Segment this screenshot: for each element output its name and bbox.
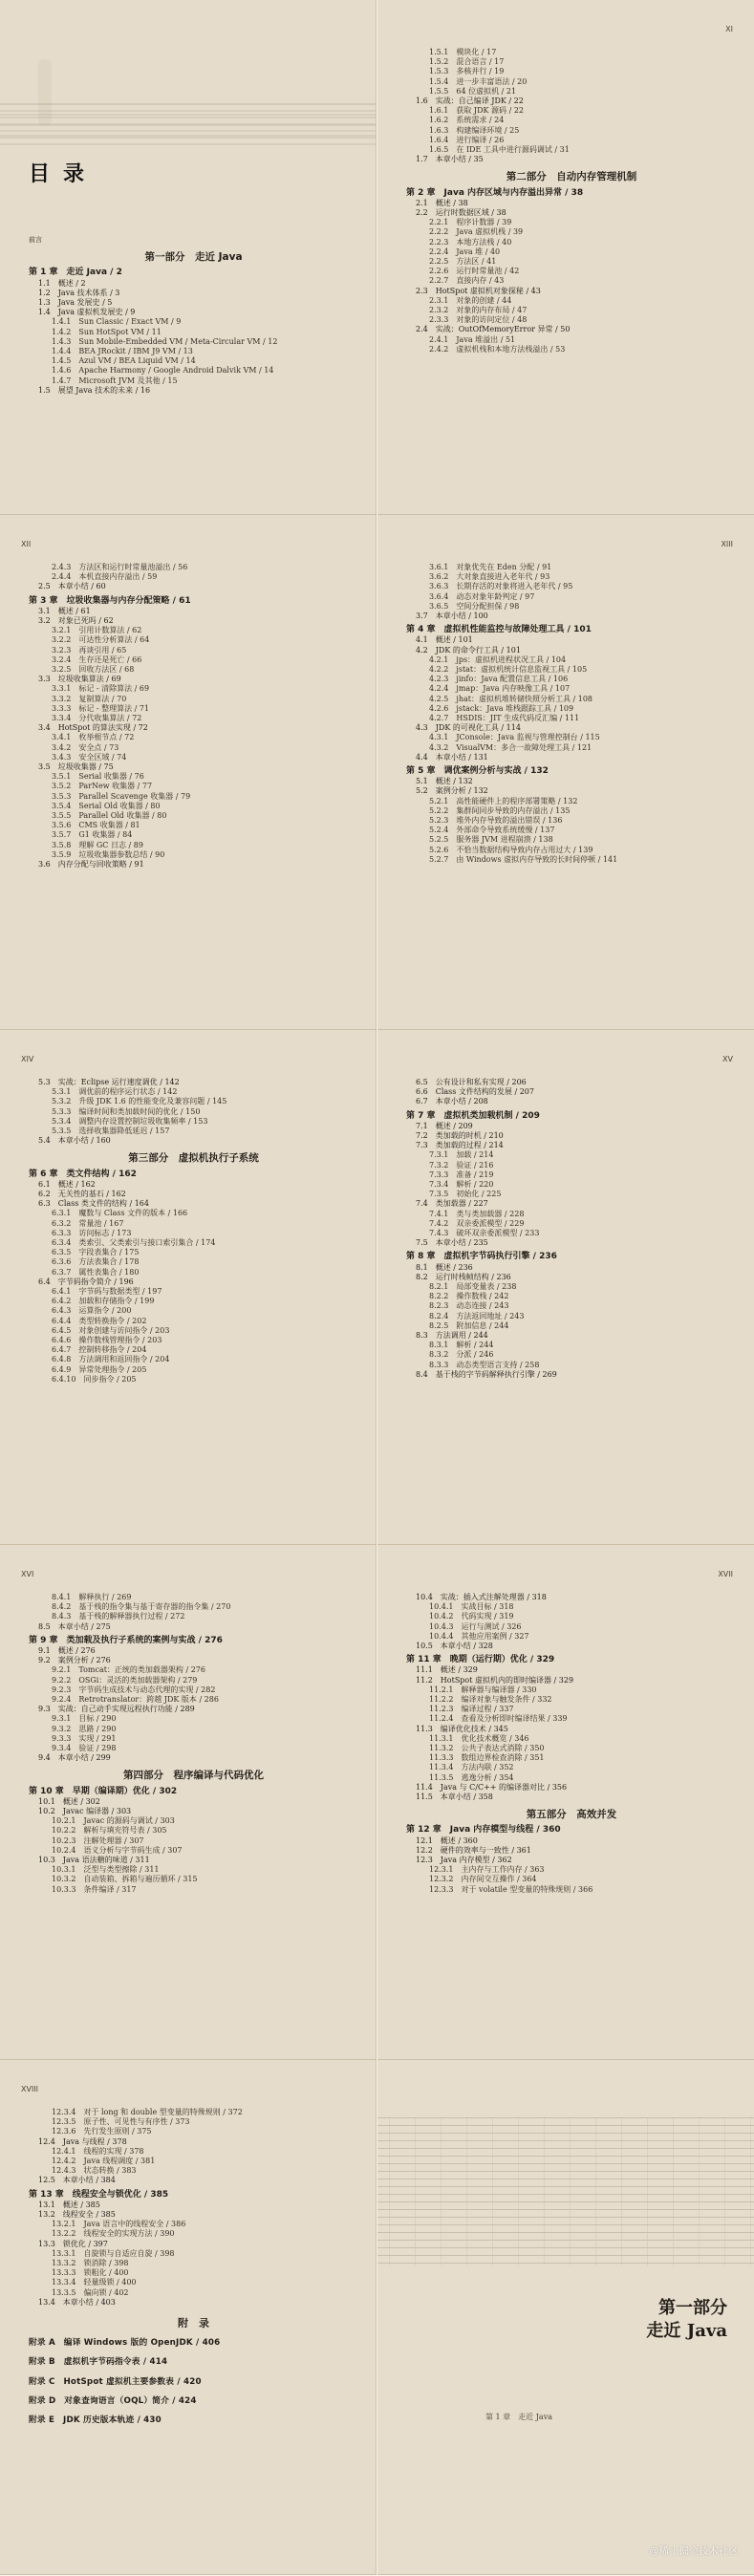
- toc-line[interactable]: 8.3.3 动态类型语言支持 / 258: [429, 1360, 540, 1369]
- toc-line[interactable]: 2.2.1 程序计数器 / 39: [429, 218, 512, 227]
- toc-page-3-right: [377, 1030, 754, 1545]
- toc-line[interactable]: 12.3.5 原子性、可见性与有序性 / 373: [52, 2117, 190, 2127]
- toc-line[interactable]: 6.4.8 方法调用和返回指令 / 204: [52, 1355, 170, 1364]
- toc-line[interactable]: 3.2.4 生存还是死亡 / 66: [52, 655, 142, 664]
- part-heading: 第五部分 高效并发: [526, 1809, 617, 1821]
- toc-line[interactable]: 11.3.3 数组边界检查消除 / 351: [429, 1753, 545, 1763]
- toc-line[interactable]: 2.1 概述 / 38: [416, 198, 468, 207]
- toc-line[interactable]: 1.5 展望 Java 技术的未来 / 16: [38, 385, 151, 395]
- toc-line[interactable]: 6.3 Class 类文件的结构 / 164: [38, 1199, 149, 1209]
- toc-line[interactable]: 5.1 概述 / 132: [416, 777, 473, 786]
- toc-line[interactable]: 4.1 概述 / 101: [416, 635, 473, 645]
- toc-line[interactable]: 12.3 Java 内存模型 / 362: [416, 1856, 512, 1865]
- toc-line[interactable]: 12.4 Java 与线程 / 378: [38, 2136, 127, 2146]
- toc-line[interactable]: 1.4.3 Sun Mobile-Embedded VM / Meta-Circular VM / 12: [52, 336, 278, 346]
- toc-line[interactable]: 5.2.7 由 Windows 虚拟内存导致的长时间停顿 / 141: [429, 854, 618, 864]
- chapter-heading[interactable]: 第 2 章 Java 内存区域与内存溢出异常 / 38: [406, 187, 584, 198]
- appendix-heading: 附 录: [178, 2317, 209, 2330]
- toc-line[interactable]: 6.3.6 方法表集合 / 178: [52, 1257, 140, 1267]
- toc-line[interactable]: 5.3.3 编译时间和类加载时间的优化 / 150: [52, 1106, 201, 1116]
- toc-line[interactable]: 13.3.2 锁消除 / 398: [52, 2259, 129, 2268]
- toc-line[interactable]: 3.5.7 G1 收集器 / 84: [52, 830, 133, 840]
- toc-line[interactable]: 10.4.1 实战目标 / 318: [429, 1602, 514, 1612]
- toc-line[interactable]: 8.3.1 解析 / 244: [429, 1341, 494, 1350]
- toc-line[interactable]: 4.2.4 jmap：Java 内存映像工具 / 107: [429, 684, 571, 694]
- toc-line[interactable]: 1.6.4 进行编译 / 26: [429, 135, 505, 144]
- toc-line[interactable]: 8.3.2 分派 / 246: [429, 1350, 494, 1360]
- part-heading: 第二部分 自动内存管理机制: [506, 171, 637, 183]
- toc-line[interactable]: 1.6 实战：自己编译 JDK / 22: [416, 97, 524, 106]
- toc-line[interactable]: 5.3 实战：Eclipse 运行速度调优 / 142: [38, 1078, 180, 1086]
- toc-line[interactable]: 13.3.1 自旋锁与自适应自旋 / 398: [52, 2248, 175, 2258]
- toc-line[interactable]: 6.4.6 操作数栈管理指令 / 203: [52, 1336, 162, 1345]
- toc-line[interactable]: 7.3.5 初始化 / 225: [429, 1190, 502, 1199]
- part-cover-page: [377, 2060, 754, 2575]
- toc-line[interactable]: 12.3.4 对于 long 和 double 型变量的特殊规则 / 372: [52, 2108, 243, 2116]
- toc-line[interactable]: 1.5.2 混合语言 / 17: [429, 57, 505, 67]
- toc-line[interactable]: 10.2.1 Javac 的源码与调试 / 303: [52, 1816, 175, 1826]
- toc-line[interactable]: 5.3.1 调优前的程序运行状态 / 142: [52, 1087, 178, 1097]
- toc-line[interactable]: 3.2.1 引用计数算法 / 62: [52, 626, 142, 635]
- toc-line[interactable]: 3.3.4 分代收集算法 / 72: [52, 714, 142, 723]
- chapter-heading[interactable]: 第 13 章 线程安全与锁优化 / 385: [29, 2189, 169, 2200]
- toc-line[interactable]: 7.4 类加载器 / 227: [416, 1199, 488, 1209]
- page-number: XVI: [21, 1570, 34, 1578]
- toc-line[interactable]: 6.4.9 异常处理指令 / 205: [52, 1364, 147, 1374]
- toc-line[interactable]: 3.3.1 标记 - 清除算法 / 69: [52, 684, 150, 694]
- part-cover-title: [646, 2297, 727, 2343]
- toc-line[interactable]: 5.2.3 堆外内存导致的溢出错误 / 136: [429, 816, 563, 826]
- toc-line[interactable]: 12.3.6 先行发生原则 / 375: [52, 2127, 152, 2136]
- toc-content: [29, 2108, 358, 2432]
- toc-line[interactable]: 6.2 无关性的基石 / 162: [38, 1190, 126, 1199]
- toc-line[interactable]: 11.3.1 优化技术概览 / 346: [429, 1733, 529, 1743]
- toc-line[interactable]: 11.2.4 查看及分析即时编译结果 / 339: [429, 1714, 568, 1724]
- chapter-heading[interactable]: 第 3 章 垃圾收集器与内存分配策略 / 61: [29, 595, 191, 606]
- toc-line[interactable]: 5.2.2 集群间同步导致的内存溢出 / 135: [429, 805, 571, 815]
- toc-line[interactable]: 6.4.3 运算指令 / 200: [52, 1306, 132, 1316]
- toc-line[interactable]: 6.7 本章小结 / 208: [416, 1097, 488, 1106]
- toc-page-4-right: [377, 1545, 754, 2060]
- toc-line[interactable]: 13.2.2 线程安全的实现方法 / 390: [52, 2229, 175, 2239]
- toc-line[interactable]: 12.4.3 状态转换 / 383: [52, 2166, 137, 2176]
- toc-line[interactable]: 3.5.9 垃圾收集器参数总结 / 90: [52, 849, 165, 859]
- toc-line[interactable]: 5.3.5 选择收集器降低延迟 / 157: [52, 1127, 170, 1136]
- toc-line[interactable]: 11.1 概述 / 329: [416, 1665, 478, 1675]
- toc-line[interactable]: 2.4.4 本机直接内存溢出 / 59: [52, 572, 158, 582]
- toc-line[interactable]: 7.1 概述 / 209: [416, 1121, 473, 1130]
- toc-line[interactable]: 12.2 硬件的效率与一致性 / 361: [416, 1845, 531, 1855]
- part-heading: 第四部分 程序编译与代码优化: [123, 1770, 264, 1782]
- toc-line[interactable]: 8.2.3 动态连接 / 243: [429, 1301, 509, 1311]
- toc-line[interactable]: 11.3.2 公共子表达式消除 / 350: [429, 1744, 545, 1753]
- toc-line[interactable]: 9.2.3 字节码生成技术与动态代理的实现 / 282: [52, 1685, 216, 1694]
- toc-line[interactable]: 3.5.6 CMS 收集器 / 81: [52, 821, 140, 830]
- toc-line[interactable]: 3.6.3 长期存活的对象将进入老年代 / 95: [429, 582, 573, 591]
- toc-line[interactable]: 9.2.1 Tomcat：正统的类加载器架构 / 276: [52, 1665, 205, 1675]
- toc-line[interactable]: 4.3 JDK 的可视化工具 / 114: [416, 723, 521, 733]
- toc-line[interactable]: 5.2.4 外部命令导致系统缓慢 / 137: [429, 826, 555, 835]
- chapter-heading[interactable]: 第 6 章 类文件结构 / 162: [29, 1169, 137, 1179]
- toc-line[interactable]: 10.4.3 运行与测试 / 326: [429, 1621, 522, 1631]
- toc-line[interactable]: 7.2 类加载的时机 / 210: [416, 1131, 504, 1141]
- toc-line[interactable]: 2.3.2 对象的内存布局 / 47: [429, 306, 528, 315]
- toc-line[interactable]: 4.2.3 jinfo：Java 配置信息工具 / 106: [429, 675, 569, 684]
- toc-line[interactable]: 10.3.2 自动装箱、拆箱与遍历循环 / 315: [52, 1875, 198, 1884]
- toc-line[interactable]: 1.6.5 在 IDE 工具中进行源码调试 / 31: [429, 145, 570, 155]
- toc-line[interactable]: 10.4.4 其他应用案例 / 327: [429, 1631, 529, 1641]
- toc-line[interactable]: 3.2 对象已死吗 / 62: [38, 616, 114, 626]
- page-number: XII: [21, 540, 32, 548]
- toc-line[interactable]: 6.4.4 类型转换指令 / 202: [52, 1316, 147, 1325]
- toc-line[interactable]: 3.7 本章小结 / 100: [416, 612, 488, 621]
- toc-line[interactable]: 2.2.5 方法区 / 41: [429, 257, 497, 267]
- toc-line[interactable]: 11.2.1 解释器与编译器 / 330: [429, 1685, 537, 1694]
- toc-line[interactable]: 3.6.5 空间分配担保 / 98: [429, 601, 520, 611]
- toc-page-1-right: [377, 0, 754, 515]
- chapter-heading[interactable]: 第 5 章 调优案例分析与实战 / 132: [406, 766, 549, 777]
- toc-line[interactable]: 1.5.3 多核并行 / 19: [429, 67, 505, 76]
- toc-line[interactable]: 3.5.5 Parallel Old 收集器 / 80: [52, 811, 167, 821]
- toc-line[interactable]: 6.6 Class 文件结构的发展 / 207: [416, 1087, 534, 1097]
- toc-line[interactable]: 1.5.5 64 位虚拟机 / 21: [429, 86, 517, 96]
- toc-line[interactable]: 3.5.3 Parallel Scavenge 收集器 / 79: [52, 791, 191, 801]
- toc-line[interactable]: 8.4.3 基于栈的解释器执行过程 / 272: [52, 1612, 185, 1621]
- toc-page-2-right: [377, 515, 754, 1030]
- toc-line[interactable]: 2.3.3 对象的访问定位 / 48: [429, 315, 528, 325]
- toc-line[interactable]: 10.2.4 语义分析与字节码生成 / 307: [52, 1845, 183, 1855]
- toc-line[interactable]: 7.3 类加载的过程 / 214: [416, 1141, 504, 1150]
- toc-line[interactable]: 8.2 运行时栈帧结构 / 236: [416, 1272, 511, 1281]
- appendix-entry[interactable]: 附录 C HotSpot 虚拟机主要参数表 / 420: [29, 2376, 202, 2387]
- toc-line[interactable]: 3.2.3 再谈引用 / 65: [52, 645, 127, 655]
- toc-line[interactable]: 8.2.4 方法返回地址 / 243: [429, 1311, 525, 1320]
- toc-line[interactable]: 3.3 垃圾收集算法 / 69: [38, 675, 121, 684]
- toc-line[interactable]: 1.7 本章小结 / 35: [416, 155, 484, 164]
- toc-line[interactable]: 8.2.1 局部变量表 / 238: [429, 1282, 517, 1292]
- toc-line[interactable]: 3.5.4 Serial Old 收集器 / 80: [52, 801, 161, 810]
- toc-line[interactable]: 11.5 本章小结 / 358: [416, 1792, 493, 1802]
- toc-line[interactable]: 10.1 概述 / 302: [38, 1796, 100, 1806]
- toc-line[interactable]: 13.3 锁优化 / 397: [38, 2239, 108, 2248]
- toc-line[interactable]: 2.2.6 运行时常量池 / 42: [429, 267, 520, 276]
- toc-line[interactable]: 1.4.5 Azul VM / BEA Liquid VM / 14: [52, 356, 196, 366]
- appendix-entry[interactable]: 附录 E JDK 历史版本轨迹 / 430: [29, 2415, 162, 2426]
- toc-line[interactable]: 8.2.2 操作数栈 / 242: [429, 1292, 509, 1301]
- toc-line[interactable]: 1.5.1 模块化 / 17: [429, 48, 497, 56]
- toc-line[interactable]: 3.4.3 安全区域 / 74: [52, 752, 127, 762]
- toc-line[interactable]: 3.2.5 回收方法区 / 68: [52, 665, 135, 675]
- toc-line[interactable]: 1.5.4 进一步丰富语法 / 20: [429, 76, 528, 86]
- toc-line[interactable]: 3.5.2 ParNew 收集器 / 77: [52, 782, 153, 791]
- toc-line[interactable]: 7.4.2 双亲委派模型 / 229: [429, 1218, 525, 1228]
- toc-line[interactable]: 12.1 概述 / 360: [416, 1835, 478, 1845]
- toc-content: [29, 563, 358, 869]
- toc-line[interactable]: 1.4 Java 虚拟机发展史 / 9: [38, 308, 136, 317]
- toc-line[interactable]: 2.4 实战：OutOfMemoryError 异常 / 50: [416, 325, 571, 334]
- toc-line[interactable]: 2.5 本章小结 / 60: [38, 582, 106, 591]
- toc-line[interactable]: 10.3.3 条件编译 / 317: [52, 1884, 137, 1894]
- chapter-heading[interactable]: 第 11 章 晚期（运行期）优化 / 329: [406, 1655, 555, 1665]
- watermark-text: @稀土掘金技术社区: [649, 2546, 739, 2557]
- toc-line[interactable]: 2.2.4 Java 堆 / 40: [429, 247, 501, 256]
- toc-line[interactable]: 11.2.3 编译过程 / 337: [429, 1705, 514, 1714]
- toc-line[interactable]: 1.4.7 Microsoft JVM 及其他 / 15: [52, 376, 178, 385]
- toc-title: 目录: [29, 162, 98, 186]
- toc-line[interactable]: 2.3.1 对象的创建 / 44: [429, 295, 512, 305]
- part-number: 第一部分: [658, 2298, 727, 2318]
- part-subtitle: 第 1 章 走近 Java: [485, 2413, 552, 2421]
- toc-line[interactable]: 3.2.2 可达性分析算法 / 64: [52, 635, 150, 645]
- toc-line[interactable]: 4.4 本章小结 / 131: [416, 752, 488, 762]
- toc-line[interactable]: 9.3 实战：自己动手实现远程执行功能 / 289: [38, 1705, 195, 1714]
- toc-line[interactable]: 11.3.4 方法内联 / 352: [429, 1763, 514, 1772]
- toc-line[interactable]: 2.4.2 虚拟机栈和本地方法栈溢出 / 53: [429, 344, 566, 354]
- toc-line[interactable]: 5.2 案例分析 / 132: [416, 786, 488, 796]
- toc-content: [29, 1593, 358, 1895]
- toc-line[interactable]: 6.5 公有设计和私有实现 / 206: [416, 1078, 527, 1086]
- toc-line[interactable]: 5.3.4 调整内存设置控制垃圾收集频率 / 153: [52, 1116, 208, 1126]
- toc-line[interactable]: 7.3.2 验证 / 216: [429, 1160, 494, 1170]
- toc-line[interactable]: 10.3 Java 语法糖的味道 / 311: [38, 1856, 150, 1865]
- toc-line[interactable]: 3.6.1 对象优先在 Eden 分配 / 91: [429, 563, 552, 571]
- toc-line[interactable]: 9.3.3 实现 / 291: [52, 1733, 117, 1743]
- toc-line[interactable]: 4.2.1 jps：虚拟机进程状况工具 / 104: [429, 655, 567, 664]
- toc-line[interactable]: 5.2.5 服务器 JVM 进程崩溃 / 138: [429, 835, 553, 845]
- toc-line[interactable]: 2.2.3 本地方法栈 / 40: [429, 237, 512, 247]
- toc-content: [406, 48, 737, 354]
- toc-line[interactable]: 9.3.4 验证 / 298: [52, 1744, 117, 1753]
- header-band: [0, 103, 376, 145]
- toc-line[interactable]: 5.4 本章小结 / 160: [38, 1136, 111, 1146]
- toc-line[interactable]: 4.2 JDK 的命令行工具 / 101: [416, 645, 521, 655]
- toc-line[interactable]: 10.4.2 代码实现 / 319: [429, 1612, 514, 1621]
- toc-line[interactable]: 8.1 概述 / 236: [416, 1262, 473, 1272]
- toc-line[interactable]: 1.6.1 获取 JDK 源码 / 22: [429, 106, 524, 116]
- toc-line[interactable]: 3.4 HotSpot 的算法实现 / 72: [38, 723, 148, 733]
- toc-line[interactable]: 1.1 概述 / 2: [38, 278, 86, 288]
- toc-page-1-left: [0, 0, 377, 515]
- toc-line[interactable]: 3.6 内存分配与回收策略 / 91: [38, 860, 144, 869]
- toc-line[interactable]: 6.3.1 魔数与 Class 文件的版本 / 166: [52, 1209, 188, 1218]
- toc-line[interactable]: 4.2.6 jstack：Java 堆栈跟踪工具 / 109: [429, 703, 574, 713]
- toc-line[interactable]: 6.3.3 访问标志 / 173: [52, 1228, 132, 1237]
- page-number: XVII: [718, 1570, 733, 1578]
- toc-line[interactable]: 12.4.1 线程的实现 / 378: [52, 2146, 144, 2156]
- toc-line[interactable]: 3.3.2 复制算法 / 70: [52, 694, 127, 703]
- toc-line[interactable]: 1.3 Java 发展史 / 5: [38, 298, 113, 308]
- chapter-heading[interactable]: 第 9 章 类加载及执行子系统的案例与实战 / 276: [29, 1635, 223, 1645]
- chapter-heading[interactable]: 第 12 章 Java 内存模型与线程 / 360: [406, 1825, 561, 1835]
- toc-line[interactable]: 10.3.1 泛型与类型擦除 / 311: [52, 1865, 160, 1875]
- toc-line[interactable]: 11.2 HotSpot 虚拟机内的即时编译器 / 329: [416, 1675, 574, 1685]
- toc-page-2-left: [0, 515, 377, 1030]
- toc-line[interactable]: 5.2.1 高性能硬件上的程序部署策略 / 132: [429, 796, 578, 805]
- toc-line[interactable]: 13.2.1 Java 语言中的线程安全 / 386: [52, 2220, 186, 2229]
- toc-line[interactable]: 12.3.3 对于 volatile 型变量的特殊规则 / 366: [429, 1884, 593, 1894]
- toc-content: [406, 563, 737, 865]
- toc-line[interactable]: 11.4 Java 与 C/C++ 的编译器对比 / 356: [416, 1782, 568, 1792]
- toc-line[interactable]: 4.2.2 jstat：虚拟机统计信息监视工具 / 105: [429, 665, 588, 675]
- toc-line[interactable]: 9.3.1 目标 / 290: [52, 1714, 117, 1724]
- toc-line[interactable]: 5.3.2 升级 JDK 1.6 的性能变化及兼容问题 / 145: [52, 1097, 227, 1106]
- toc-line[interactable]: 10.5 本章小结 / 328: [416, 1642, 493, 1651]
- toc-line[interactable]: 3.5.1 Serial 收集器 / 76: [52, 772, 144, 782]
- chapter-heading[interactable]: 第 4 章 虚拟机性能监控与故障处理工具 / 101: [406, 625, 592, 635]
- toc-line[interactable]: 9.2.2 OSGi：灵活的类加载器架构 / 279: [52, 1675, 198, 1685]
- chapter-heading[interactable]: 第 1 章 走近 Java / 2: [29, 268, 122, 278]
- preface-entry[interactable]: 前言: [29, 236, 42, 244]
- toc-line[interactable]: 1.6.3 构建编译环境 / 25: [429, 125, 520, 135]
- toc-line[interactable]: 3.5 垃圾收集器 / 75: [38, 762, 114, 772]
- toc-content: [406, 1078, 737, 1380]
- toc-line[interactable]: 7.3.1 加载 / 214: [429, 1150, 494, 1160]
- part-heading: 第三部分 虚拟机执行子系统: [128, 1152, 259, 1165]
- toc-content: [29, 1078, 358, 1385]
- toc-line[interactable]: 6.4.2 加载和存储指令 / 199: [52, 1297, 155, 1306]
- toc-line[interactable]: 2.2.7 直接内存 / 43: [429, 276, 505, 286]
- toc-line[interactable]: 6.4.1 字节码与数据类型 / 197: [52, 1287, 162, 1297]
- toc-line[interactable]: 9.2 案例分析 / 276: [38, 1656, 111, 1665]
- page-number: XIII: [721, 540, 733, 548]
- toc-line[interactable]: 12.3.2 内存间交互操作 / 364: [429, 1875, 537, 1884]
- toc-line[interactable]: 6.3.5 字段表集合 / 175: [52, 1248, 140, 1257]
- toc-line[interactable]: 2.2 运行时数据区域 / 38: [416, 208, 506, 218]
- toc-line[interactable]: 5.2.6 不恰当数据结构导致内存占用过大 / 139: [429, 845, 593, 854]
- toc-line[interactable]: 7.4.1 类与类加载器 / 228: [429, 1209, 525, 1218]
- toc-line[interactable]: 6.4.7 控制转移指令 / 204: [52, 1345, 147, 1355]
- toc-line[interactable]: 9.3.2 思路 / 290: [52, 1724, 117, 1733]
- toc-line[interactable]: 6.3.7 属性表集合 / 180: [52, 1267, 140, 1277]
- toc-content: [406, 1593, 737, 1895]
- toc-line[interactable]: 2.4.3 方法区和运行时常量池溢出 / 56: [52, 563, 188, 571]
- toc-line[interactable]: 4.2.7 HSDIS：JIT 生成代码反汇编 / 111: [429, 714, 580, 723]
- toc-line[interactable]: 8.5 本章小结 / 275: [38, 1621, 111, 1631]
- decorative-pattern: [377, 2117, 754, 2265]
- toc-line[interactable]: 11.3 编译优化技术 / 345: [416, 1724, 508, 1733]
- toc-line[interactable]: 12.3.1 主内存与工作内存 / 363: [429, 1865, 545, 1875]
- appendix-entry[interactable]: 附录 A 编译 Windows 版的 OpenJDK / 406: [29, 2338, 221, 2349]
- toc-line[interactable]: 4.3.2 VisualVM：多合一故障处理工具 / 121: [429, 742, 592, 752]
- toc-line[interactable]: 3.5.8 理解 GC 日志 / 89: [52, 840, 143, 849]
- toc-line[interactable]: 3.6.2 大对象直接进入老年代 / 93: [429, 572, 550, 582]
- toc-line[interactable]: 2.3 HotSpot 虚拟机对象探秘 / 43: [416, 286, 541, 295]
- toc-line[interactable]: 10.2.3 注解处理器 / 307: [52, 1835, 144, 1845]
- toc-line[interactable]: 13.1 概述 / 385: [38, 2200, 100, 2209]
- toc-line[interactable]: 3.3.3 标记 - 整理算法 / 71: [52, 703, 150, 713]
- toc-line[interactable]: 11.2.2 编译对象与触发条件 / 332: [429, 1695, 552, 1705]
- chapter-heading[interactable]: 第 8 章 虚拟机字节码执行引擎 / 236: [406, 1252, 557, 1262]
- toc-page-4-left: [0, 1545, 377, 2060]
- toc-line[interactable]: 7.4.3 破坏双亲委派模型 / 233: [429, 1229, 540, 1238]
- toc-line[interactable]: 3.4.2 安全点 / 73: [52, 742, 119, 752]
- toc-line[interactable]: 1.2 Java 技术体系 / 3: [38, 288, 120, 297]
- toc-line[interactable]: 1.6.2 系统需求 / 24: [429, 116, 505, 125]
- toc-line[interactable]: 7.5 本章小结 / 235: [416, 1238, 488, 1248]
- toc-line[interactable]: 12.4.2 Java 线程调度 / 381: [52, 2157, 156, 2166]
- toc-line[interactable]: 3.4.1 枚举根节点 / 72: [52, 733, 135, 742]
- toc-line[interactable]: 13.4 本章小结 / 403: [38, 2297, 116, 2307]
- toc-line[interactable]: 3.6.4 动态对象年龄判定 / 97: [429, 591, 535, 601]
- toc-line[interactable]: 10.2.2 解析与填充符号表 / 305: [52, 1826, 167, 1835]
- toc-line[interactable]: 9.1 概述 / 276: [38, 1646, 96, 1656]
- toc-line[interactable]: 6.3.2 常量池 / 167: [52, 1218, 124, 1228]
- toc-line[interactable]: 4.2.5 jhat：虚拟机堆转储快照分析工具 / 108: [429, 694, 593, 703]
- toc-line[interactable]: 1.4.6 Apache Harmony / Google Android Dalvik VM / 14: [52, 366, 274, 376]
- toc-line[interactable]: 4.3.1 JConsole：Java 监视与管理控制台 / 115: [429, 733, 600, 742]
- toc-line[interactable]: 6.3.4 类索引、父类索引与接口索引集合 / 174: [52, 1238, 216, 1248]
- page-number: XV: [722, 1055, 733, 1063]
- toc-line[interactable]: 7.3.4 解析 / 220: [429, 1180, 494, 1190]
- toc-line[interactable]: 1.4.2 Sun HotSpot VM / 11: [52, 327, 162, 336]
- toc-line[interactable]: 13.3.3 锁粗化 / 400: [52, 2268, 129, 2278]
- toc-content: [29, 235, 358, 396]
- part-heading: 第一部分 走近 Java: [144, 251, 243, 264]
- toc-line[interactable]: 9.2.4 Retrotranslator：跨越 JDK 版本 / 286: [52, 1695, 219, 1705]
- toc-page-5-left: [0, 2060, 377, 2575]
- toc-line[interactable]: 13.3.5 偏向锁 / 402: [52, 2287, 129, 2297]
- chapter-heading[interactable]: 第 7 章 虚拟机类加载机制 / 209: [406, 1110, 540, 1121]
- toc-line[interactable]: 6.4 字节码指令简介 / 196: [38, 1277, 134, 1286]
- toc-line[interactable]: 8.2.5 附加信息 / 244: [429, 1320, 509, 1330]
- toc-line[interactable]: 8.4.2 基于栈的指令集与基于寄存器的指令集 / 270: [52, 1602, 231, 1612]
- page-number: XI: [725, 25, 733, 33]
- toc-line[interactable]: 13.2 线程安全 / 385: [38, 2210, 116, 2220]
- toc-line[interactable]: 8.4 基于栈的字节码解释执行引擎 / 269: [416, 1369, 557, 1379]
- page-number: XVIII: [21, 2085, 39, 2093]
- chapter-heading[interactable]: 第 10 章 早期（编译期）优化 / 302: [29, 1786, 178, 1796]
- toc-line[interactable]: 6.1 概述 / 162: [38, 1179, 96, 1189]
- appendix-entry[interactable]: 附录 D 对象查询语言（OQL）简介 / 424: [29, 2395, 197, 2406]
- toc-line[interactable]: 6.4.10 同步指令 / 205: [52, 1374, 137, 1384]
- toc-line[interactable]: 8.4.1 解释执行 / 269: [52, 1593, 132, 1601]
- toc-line[interactable]: 6.4.5 对象创建与访问指令 / 203: [52, 1325, 170, 1335]
- toc-line[interactable]: 7.3.3 准备 / 219: [429, 1170, 494, 1179]
- toc-line[interactable]: 8.3 方法调用 / 244: [416, 1331, 488, 1341]
- part-name: 走近 Java: [646, 2321, 727, 2341]
- toc-line[interactable]: 12.5 本章小结 / 384: [38, 2176, 116, 2185]
- toc-line[interactable]: 2.2.2 Java 虚拟机栈 / 39: [429, 227, 524, 237]
- toc-line[interactable]: 9.4 本章小结 / 299: [38, 1753, 111, 1763]
- part-cover-background: [377, 2060, 754, 2574]
- toc-line[interactable]: 13.3.4 轻量级锁 / 400: [52, 2278, 137, 2287]
- toc-line[interactable]: 1.4.1 Sun Classic / Exact VM / 9: [52, 317, 182, 327]
- toc-line[interactable]: 10.2 Javac 编译器 / 303: [38, 1807, 132, 1816]
- toc-line[interactable]: 3.1 概述 / 61: [38, 606, 91, 615]
- toc-line[interactable]: 2.4.1 Java 堆溢出 / 51: [429, 334, 516, 344]
- toc-line[interactable]: 11.3.5 逃逸分析 / 354: [429, 1772, 514, 1782]
- page-number: XIV: [21, 1055, 34, 1063]
- appendix-entry[interactable]: 附录 B 虚拟机字节码指令表 / 414: [29, 2357, 168, 2368]
- toc-line[interactable]: 1.4.4 BEA JRockit / IBM J9 VM / 13: [52, 347, 193, 356]
- toc-line[interactable]: 10.4 实战：插入式注解处理器 / 318: [416, 1593, 547, 1601]
- toc-page-3-left: [0, 1030, 377, 1545]
